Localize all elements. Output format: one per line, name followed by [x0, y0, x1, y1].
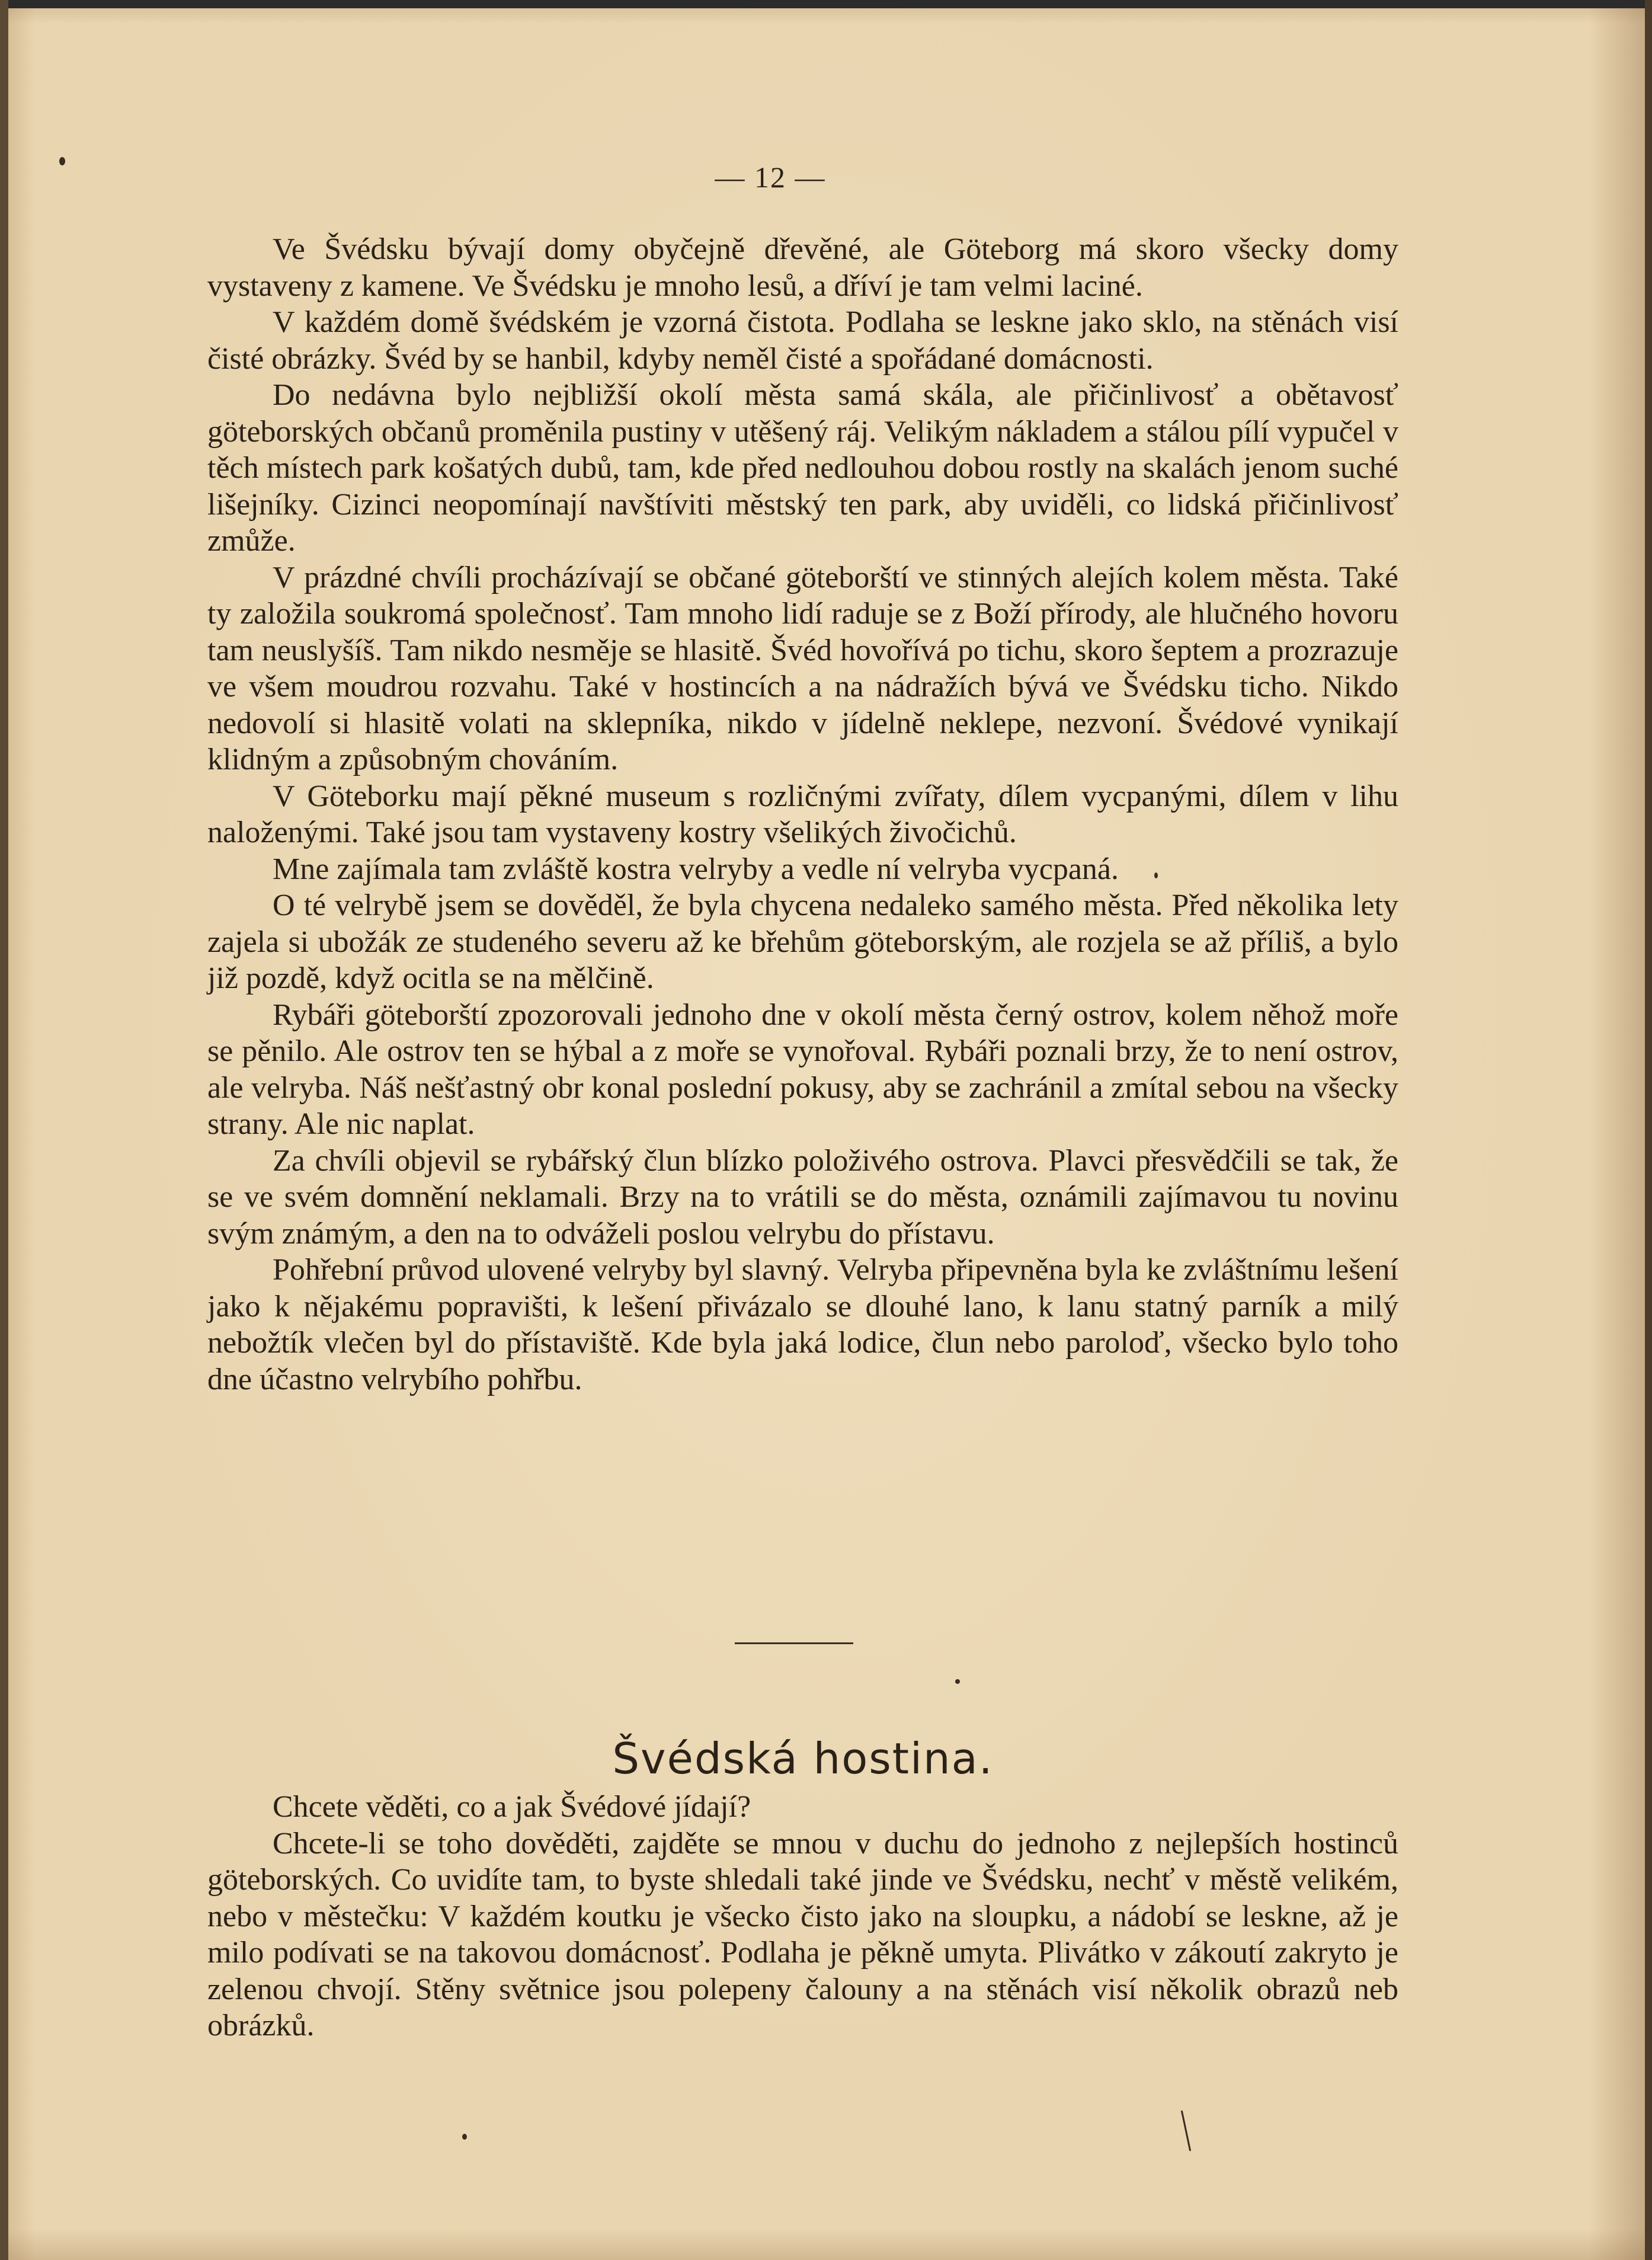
paragraph: Chcete-li se toho dověděti, zajděte se mnou v duchu do jednoho z nejlepších hostinců göteborských. Co uvidíte tam, to byste shledali také jinde ve Švédsku, nechť v městě velikém, nebo v městečku: V každém koutku je všecko čisto jako na sloupku, a nádobí se leskne, až je milo podívati se na takovou domácnosť. Podlaha je pěkně umyta. Plivátko v zákoutí zakryto je zelenou chvojí. Stěny světnice jsou polepeny čalouny a na stěnách visí několik obrazů neb obrázků. — [207, 1826, 1398, 2042]
paragraph: Chcete věděti, co a jak Švédové jídají? — [273, 1790, 751, 1824]
section-heading: Švédská hostina. — [612, 1733, 994, 1783]
scan-left-edge — [0, 0, 8, 2260]
paragraph: Ve Švédsku bývají domy obyčejně dřevěné, ale Göteborg má skoro všecky domy vystaveny z kamene. Ve Švédsku je mnoho lesů, a dříví je tam velmi laciné. — [207, 232, 1398, 303]
scan-top-edge — [0, 0, 1652, 8]
scan-right-edge — [1645, 0, 1652, 2260]
ink-scratch — [1181, 2110, 1191, 2151]
section-text — [207, 1789, 1398, 2044]
paragraph: Za chvíli objevil se rybářský člun blízko položivého ostrova. Plavci přesvědčili se tak, že se ve svém domnění neklamali. Brzy na to vrátili se do města, oznámili zajímavou tu novinu svým známým, a den na to odváželi poslou velrybu do přístavu. — [207, 1143, 1398, 1251]
paragraph: Rybáři göteborští zpozorovali jednoho dne v okolí města černý ostrov, kolem něhož moře se pěnilo. Ale ostrov ten se hýbal a z moře se vynořoval. Rybáři poznali brzy, že to není ostrov, ale velryba. Náš nešťastný obr konal poslední pokusy, aby se zachránil a zmítal sebou na všecky strany. Ale nic naplat. — [207, 998, 1398, 1141]
paragraph: V Göteborku mají pěkné museum s rozličnými zvířaty, dílem vycpanými, dílem v lihu naloženými. Také jsou tam vystaveny kostry všelikých živočichů. — [207, 779, 1398, 849]
page-number: — 12 — — [715, 161, 826, 194]
body-text — [207, 231, 1398, 1398]
paragraph: Pohřební průvod ulovené velryby byl slavný. Velryba připevněna byla ke zvláštnímu lešení jako k nějakému popravišti, k lešení přivázalo se dlouhé lano, k lanu statný parník a milý nebožtík vlečen byl do přístaviště. Kde byla jaká lodice, člun nebo paroloď, všecko bylo toho dne účastno velrybího pohřbu. — [207, 1253, 1398, 1396]
ink-speck — [59, 157, 65, 165]
paragraph: V prázdné chvíli procházívají se občané göteborští ve stinných alejích kolem města. Také ty založila soukromá společnosť. Tam mnoho lidí raduje se z Boží přírody, ale hlučného hovoru tam neuslyšíš. Tam nikdo nesměje se hlasitě. Švéd hovořívá po tichu, skoro šeptem a prozrazuje ve všem moudrou rozvahu. Také v hostincích a na nádražích bývá ve Švédsku ticho. Nikdo nedovolí si hlasitě volati na sklepníka, nikdo v jídelně neklepe, nezvoní. Švédové vynikají klidným a způsobným chováním. — [207, 560, 1398, 776]
paragraph: Do nedávna bylo nejbližší okolí města samá skála, ale přičinlivosť a obětavosť göteborských občanů proměnila pustiny v utěšený ráj. Velikým nákladem a stálou pílí vypučel v těch místech park košatých dubů, tam, kde před nedlouhou dobou rostly na skalách jenom suché lišejníky. Cizinci neopomínají navštíviti městský ten park, aby uviděli, co lidská přičinlivosť zmůže. — [207, 378, 1398, 558]
section-divider — [735, 1642, 853, 1644]
ink-speck — [462, 2134, 467, 2140]
ink-speck — [955, 1679, 960, 1684]
paragraph: Mne zajímala tam zvláště kostra velryby a vedle ní velryba vycpaná. — [273, 852, 1119, 886]
paragraph: V každém domě švédském je vzorná čistota. Podlaha se leskne jako sklo, na stěnách visí čisté obrázky. Švéd by se hanbil, kdyby neměl čisté a spořádané domácnosti. — [207, 305, 1398, 376]
paragraph: O té velrybě jsem se dověděl, že byla chycena nedaleko samého města. Před několika lety zajela si ubožák ze studeného severu až ke břehům göteborským, ale rozjela se až příliš, a bylo již pozdě, když ocitla se na mělčině. — [207, 888, 1398, 995]
